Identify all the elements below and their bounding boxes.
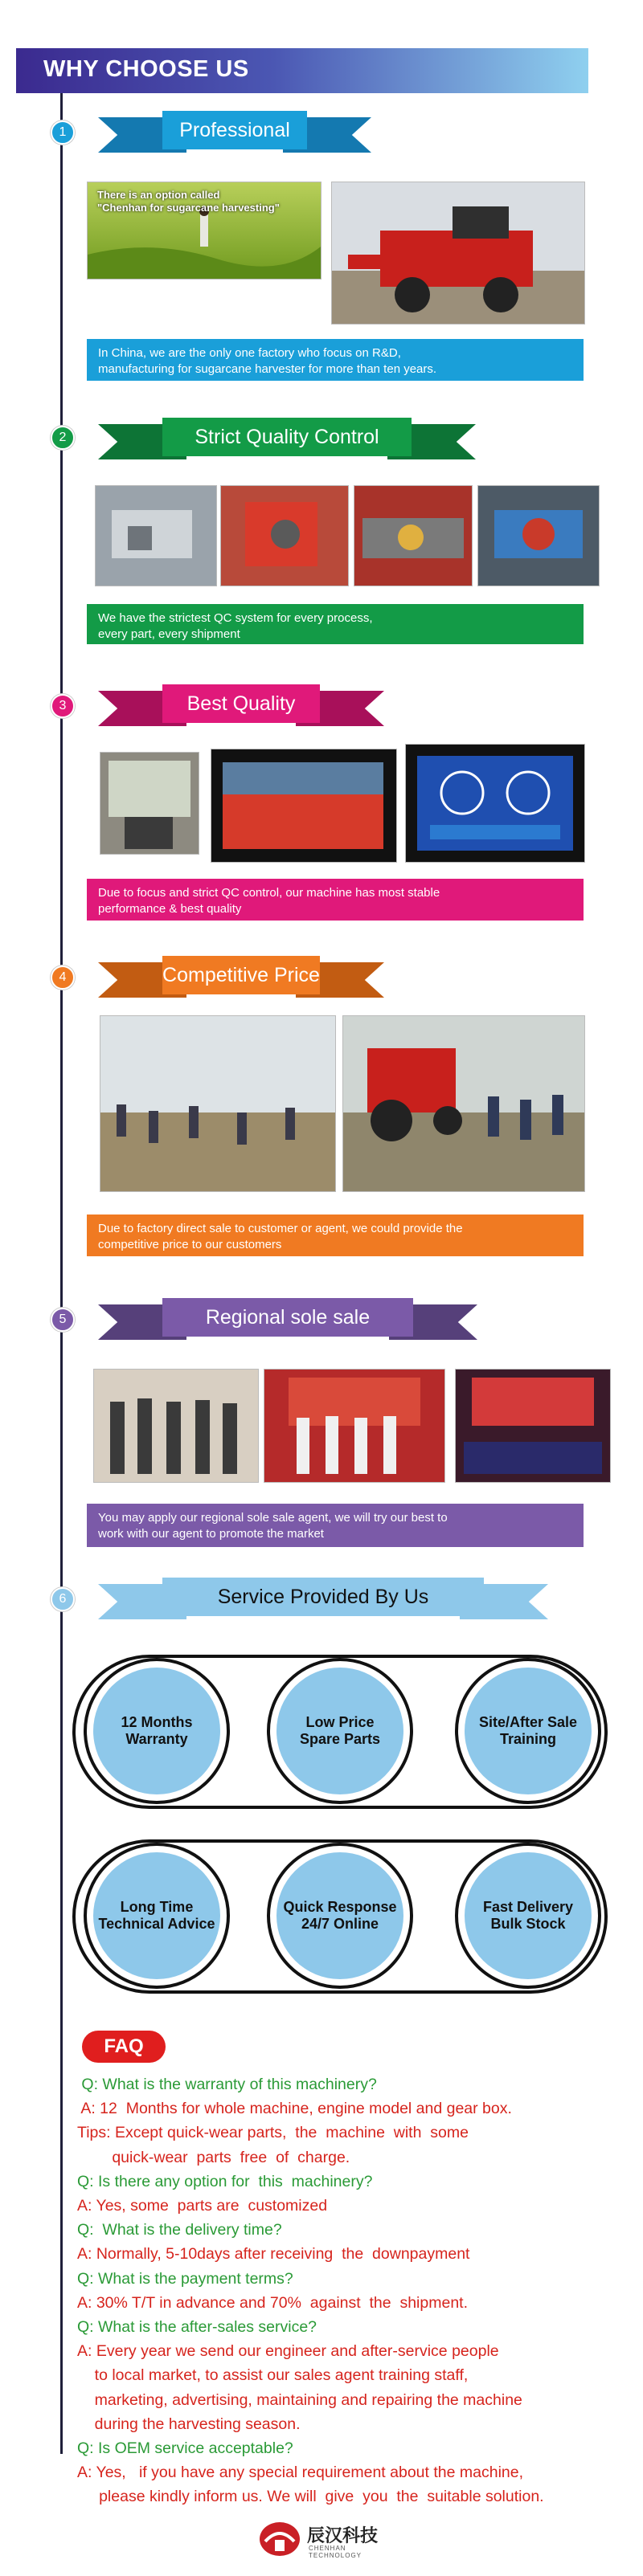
faq-badge: FAQ	[82, 2031, 166, 2063]
faq-answer: A: Yes, if you have any special requirement about the machine,	[77, 2464, 524, 2482]
section-title: Service Provided By Us	[162, 1578, 484, 1616]
service-label: Site/After Sale Training	[478, 1714, 578, 1747]
section-caption: In China, we are the only one factory who focus on R&D, manufacturing for sugarcane harvester for more than ten years.	[87, 339, 584, 381]
logo-subtext: CHENHAN TECHNOLOGY	[309, 2545, 362, 2559]
section-caption: Due to factory direct sale to customer or agent, we could provide the competitive price to our customers	[87, 1215, 584, 1256]
faq-question: Q: What is the delivery time?	[77, 2221, 282, 2239]
section-number-1: 1	[51, 120, 75, 145]
section-caption: We have the strictest QC system for every process, every part, every shipment	[87, 604, 584, 644]
section-ribbon-regional-sale	[98, 1298, 477, 1340]
service-label: Quick Response 24/7 Online	[283, 1899, 397, 1932]
section-ribbon-quality-control	[98, 418, 476, 459]
photo-field-worker	[87, 182, 322, 280]
section-number-6: 6	[51, 1587, 75, 1611]
photo-monitor-camera	[211, 749, 397, 863]
section-title: Best Quality	[162, 684, 320, 723]
faq-answer: A: Normally, 5-10days after receiving the downpayment	[77, 2245, 470, 2264]
section-ribbon-service	[98, 1578, 548, 1619]
faq-answer: Tips: Except quick-wear parts, the machine with some	[77, 2124, 469, 2142]
section-caption: You may apply our regional sole sale agent, we will try our best to work with our agent to promote the market	[87, 1504, 584, 1547]
section-number-5: 5	[51, 1308, 75, 1332]
photo-overlay-text: There is an option called "Chenhan for sugarcane harvesting"	[97, 189, 280, 214]
faq-question: Q: What is the warranty of this machinery?	[77, 2076, 377, 2093]
faq-answer: during the harvesting season.	[77, 2415, 301, 2433]
photo-group-1	[93, 1369, 259, 1483]
faq-question: Q: What is the after-sales service?	[77, 2318, 317, 2336]
faq-answer: A: 30% T/T in advance and 70% against the shipment.	[77, 2293, 468, 2312]
service-circle-training	[455, 1658, 601, 1804]
header-banner	[16, 48, 588, 93]
section-title: Regional sole sale	[162, 1298, 413, 1337]
service-circle-quick-response	[267, 1843, 413, 1989]
faq-question: Q: Is there any option for this machinery?	[77, 2172, 373, 2190]
service-circle-warranty	[84, 1658, 230, 1804]
faq-answer: A: Every year we send our engineer and after-service people	[77, 2342, 499, 2361]
page-title: WHY CHOOSE US	[43, 56, 249, 82]
section-title: Competitive Price	[162, 956, 320, 994]
photo-qc-1	[95, 485, 217, 586]
photo-crowd-field	[100, 1015, 336, 1192]
service-label: 12 Months Warranty	[121, 1714, 193, 1747]
section-ribbon-professional	[98, 111, 371, 153]
photo-qc-2	[220, 485, 349, 586]
faq-answer: A: Yes, some parts are customized	[77, 2197, 328, 2215]
service-label: Long Time Technical Advice	[98, 1899, 215, 1932]
section-caption: Due to focus and strict QC control, our machine has most stable performance & best quality	[87, 879, 584, 921]
faq-answer: to local market, to assist our sales agent training staff,	[77, 2366, 469, 2385]
faq-answer: marketing, advertising, maintaining and repairing the machine	[77, 2390, 522, 2409]
section-ribbon-best-quality	[98, 684, 384, 726]
service-circle-spare-parts	[267, 1658, 413, 1804]
faq-answer: please kindly inform us. We will give you the suitable solution.	[77, 2488, 544, 2506]
service-circle-technical-advice	[84, 1843, 230, 1989]
faq-answer: A: 12 Months for whole machine, engine model and gear box.	[77, 2100, 512, 2118]
photo-group-2	[264, 1369, 445, 1483]
photo-tractor-crowd	[342, 1015, 585, 1192]
section-title: Strict Quality Control	[162, 418, 412, 456]
photo-harvester-red	[331, 182, 585, 325]
faq-question: Q: What is the payment terms?	[77, 2269, 293, 2288]
photo-cabin	[100, 752, 199, 855]
service-circle-fast-delivery	[455, 1843, 601, 1989]
photo-dashboard-display	[405, 744, 585, 863]
company-logo	[259, 2521, 395, 2558]
service-label: Fast Delivery Bulk Stock	[482, 1899, 574, 1932]
section-number-2: 2	[51, 426, 75, 450]
section-title: Professional	[162, 111, 307, 149]
faq-answer: quick-wear parts free of charge.	[77, 2148, 350, 2166]
photo-qc-4	[477, 485, 600, 586]
photo-qc-3	[354, 485, 473, 586]
section-number-3: 3	[51, 694, 75, 718]
logo-emblem-icon	[259, 2521, 301, 2558]
faq-question: Q: Is OEM service acceptable?	[77, 2439, 293, 2457]
logo-text: 辰汉科技	[307, 2526, 379, 2546]
photo-conference	[455, 1369, 611, 1483]
service-label: Low Price Spare Parts	[299, 1714, 381, 1747]
section-number-4: 4	[51, 965, 75, 990]
section-ribbon-competitive-price	[98, 956, 384, 998]
